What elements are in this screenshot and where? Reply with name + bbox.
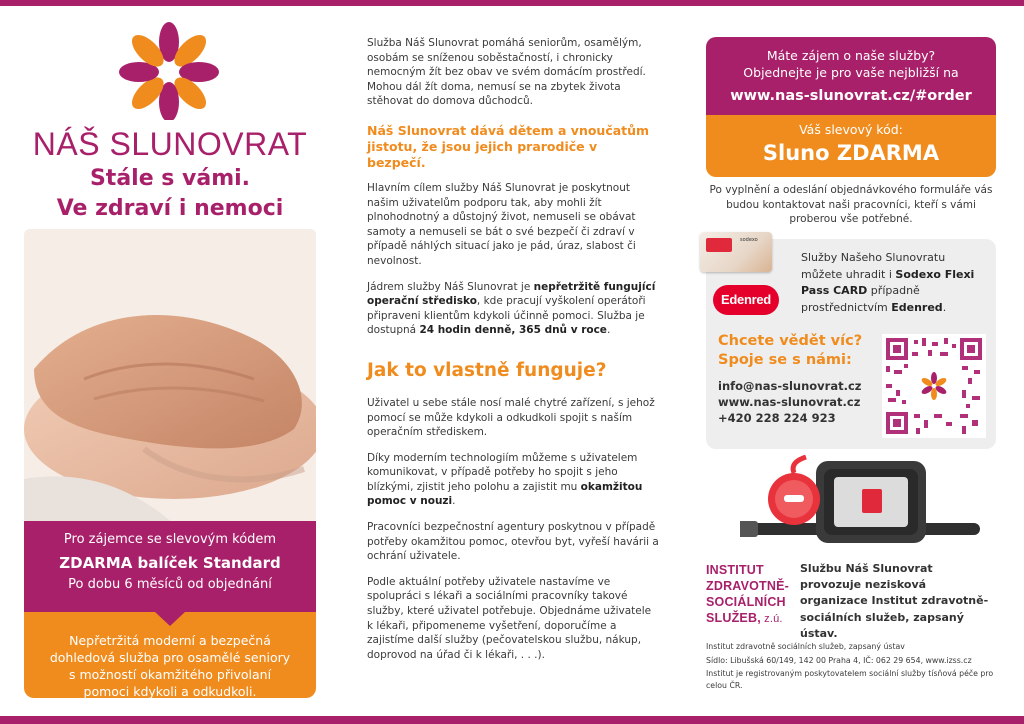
- brand-name: NÁŠ SLUNOVRAT: [32, 126, 308, 162]
- fine-print: [706, 641, 996, 693]
- order-line-1: Máte zájem o naše služby?: [766, 48, 936, 63]
- payment-text: [801, 250, 986, 316]
- contact-heading: [718, 332, 888, 370]
- contact-email-link[interactable]: info@nas-slunovrat.cz: [718, 379, 862, 393]
- summary-line-1: Nepřetržitá moderní a bezpečná: [69, 633, 271, 648]
- summary-line-3: s možností okamžitého přivolaní: [68, 667, 272, 682]
- core-text-b: nepřetržitě fungující operační středisko: [367, 280, 656, 308]
- hands-illustration-icon: [24, 229, 316, 524]
- intro-paragraph: Služba Náš Slunovrat pomáhá seniorům, osamělým, osobám se sníženou soběstačností, i chronicky nemocným žít bez obav ve svém domácím prostředí. Mohou dál žít doma, nemusí se na zbytek života stěhovat do domova důchodců.: [367, 37, 646, 108]
- middle-column: [367, 36, 659, 662]
- inst-logo-line-2: ZDRAVOTNĚ-: [706, 579, 790, 593]
- tagline-line-2: Ve zdraví i nemoci: [56, 196, 284, 221]
- core-text-a: Jádrem služby Náš Slunovrat je: [367, 280, 534, 293]
- technology-paragraph: [367, 451, 659, 509]
- pay-text-a: Služby Našeho Slunovratu můžete uhradit i: [801, 251, 946, 281]
- order-line-2: Objednejte je pro vaše nejbližší na: [743, 65, 959, 80]
- qr-code-icon[interactable]: [882, 334, 986, 438]
- inst-logo-line-3: SOCIÁLNÍCH: [706, 595, 786, 609]
- tech-text-a: Díky moderním technologiím můžeme s uživatelem komunikovat, v případě potřeby ho spojit s jeho blízkými, zjistit jeho polohu a zajistit mu: [367, 451, 638, 493]
- sunflower-logo-icon: [110, 20, 228, 120]
- sodexo-logo: sodexo: [740, 237, 758, 243]
- fine-print-line-1: Institut zdravotně sociálních služeb, zapsaný ústav: [706, 642, 905, 651]
- pay-text-b: Sodexo Flexi Pass CARD: [801, 267, 975, 297]
- bottom-accent-bar: [0, 716, 1024, 724]
- inst-logo-suffix: z.ú.: [760, 613, 783, 625]
- device-paragraph: Uživatel u sebe stále nosí malé chytré zařízení, s jehož pomocí se může kdykoli a odkudkoli spojit s naším operačním střediskem.: [367, 396, 655, 439]
- order-followup-text: Po vyplnění a odeslání objednávkového formuláře vás budou kontaktovat naši pracovníci, kteří s vámi proberou vše potřebné.: [709, 184, 993, 225]
- tech-text-b: okamžitou pomoc v nouzi: [367, 480, 643, 508]
- left-column: [24, 14, 316, 704]
- core-text-c: , kde pracují vyškolení operátoři připraveni klientům kdykoli účinně pomoci. Služba je dostupná: [367, 295, 646, 337]
- services-paragraph: Podle aktuální potřeby uživatele nastavíme ve spolupráci s lékaři a sociálními pracovníky takové služby, které uživatel potřebuje. Objednáme uživatele k lékaři, připomeneme vyšetření, doporučíme a zajistíme další služby (pečovatelskou službu, nákup, doprovod na úřad či k lékaři, . . .).: [367, 575, 652, 661]
- order-url-link[interactable]: www.nas-slunovrat.cz/#order: [730, 88, 972, 104]
- order-box: [706, 37, 996, 115]
- inst-logo-line-4: [706, 610, 796, 627]
- tech-text-c: .: [452, 495, 456, 508]
- contact-heading-2: Spoje se s námi:: [718, 352, 852, 368]
- inst-logo-line-1: INSTITUT: [706, 563, 764, 577]
- pay-text-c: případně prostřednictvím: [801, 284, 920, 314]
- core-text-d: 24 hodin denně, 365 dnů v roce: [419, 324, 607, 337]
- hands-photo: [24, 229, 316, 524]
- summary-line-4: pomoci kdykoli a odkudkoli.: [83, 684, 257, 699]
- pay-text-d: Edenred: [891, 300, 943, 314]
- sodexo-card-image: [700, 232, 772, 272]
- discount-code: Sluno ZDARMA: [762, 141, 940, 165]
- code-label: Váš slevový kód:: [799, 122, 903, 137]
- promo-line-2: ZDARMA balíček Standard: [59, 554, 281, 572]
- promo-line-3: Po dobu 6 měsíců od objednání: [68, 577, 272, 592]
- promo-line-1: Pro zájemce se slevovým kódem: [63, 532, 277, 547]
- core-paragraph: [367, 280, 659, 338]
- contact-phone-link[interactable]: +420 228 224 923: [718, 411, 836, 425]
- edenred-logo: Edenred: [713, 285, 779, 315]
- heading-how-it-works: Jak to vlastně funguje?: [367, 359, 607, 381]
- institute-text: Službu Náš Slunovrat provozuje nezisková organizace Institut zdravotně-sociálních služeb, zapsaný ústav.: [800, 562, 989, 640]
- summary-line-2: dohledová služba pro osamělé seniory: [49, 650, 291, 665]
- tagline: [24, 164, 316, 224]
- fine-print-line-3: Institut je registrovaným poskytovatelem sociální služby tísňová péče pro celou ČR.: [706, 669, 994, 690]
- contact-web-link[interactable]: www.nas-slunovrat.cz: [718, 395, 861, 409]
- heading-grandchildren: Náš Slunovrat dává dětem a vnoučatům jistotu, že jsou jejich prarodiče v bezpečí.: [367, 122, 650, 170]
- discount-code-box: [706, 115, 996, 177]
- promo-box: [24, 521, 316, 613]
- card-red-mark: [706, 238, 732, 252]
- pay-text-e: .: [942, 300, 947, 314]
- top-accent-bar: [0, 0, 1024, 6]
- institute-logo: [706, 562, 796, 627]
- promo-arrow: [155, 612, 185, 626]
- goal-paragraph: Hlavním cílem služby Náš Slunovrat je poskytnout našim uživatelům podporu tak, aby mohli žít plnohodnotný a důstojný život, nemuseli se obávat samoty a nemuseli se bát o své bezpečí či zdraví v případě náhlých situací jako je pád, úraz, slabost či nevolnost.: [367, 181, 636, 267]
- inst-logo-line-4-text: SLUŽEB,: [706, 611, 761, 625]
- security-paragraph: Pracovníci bezpečnostní agentury poskytnou v případě potřeby okamžitou pomoc, otevřou byt, vyřeší havárii a ochrání uživatele.: [367, 521, 659, 563]
- core-text-e: .: [606, 324, 611, 337]
- contact-details: [718, 378, 878, 426]
- fine-print-line-2: Sídlo: Libušská 60/149, 142 00 Praha 4, IČ: 062 29 654, www.izss.cz: [706, 655, 972, 665]
- contact-heading-1: Chcete vědět víc?: [718, 333, 863, 349]
- tagline-line-1: Stále s vámi.: [89, 166, 251, 191]
- sos-devices-image: [740, 455, 996, 555]
